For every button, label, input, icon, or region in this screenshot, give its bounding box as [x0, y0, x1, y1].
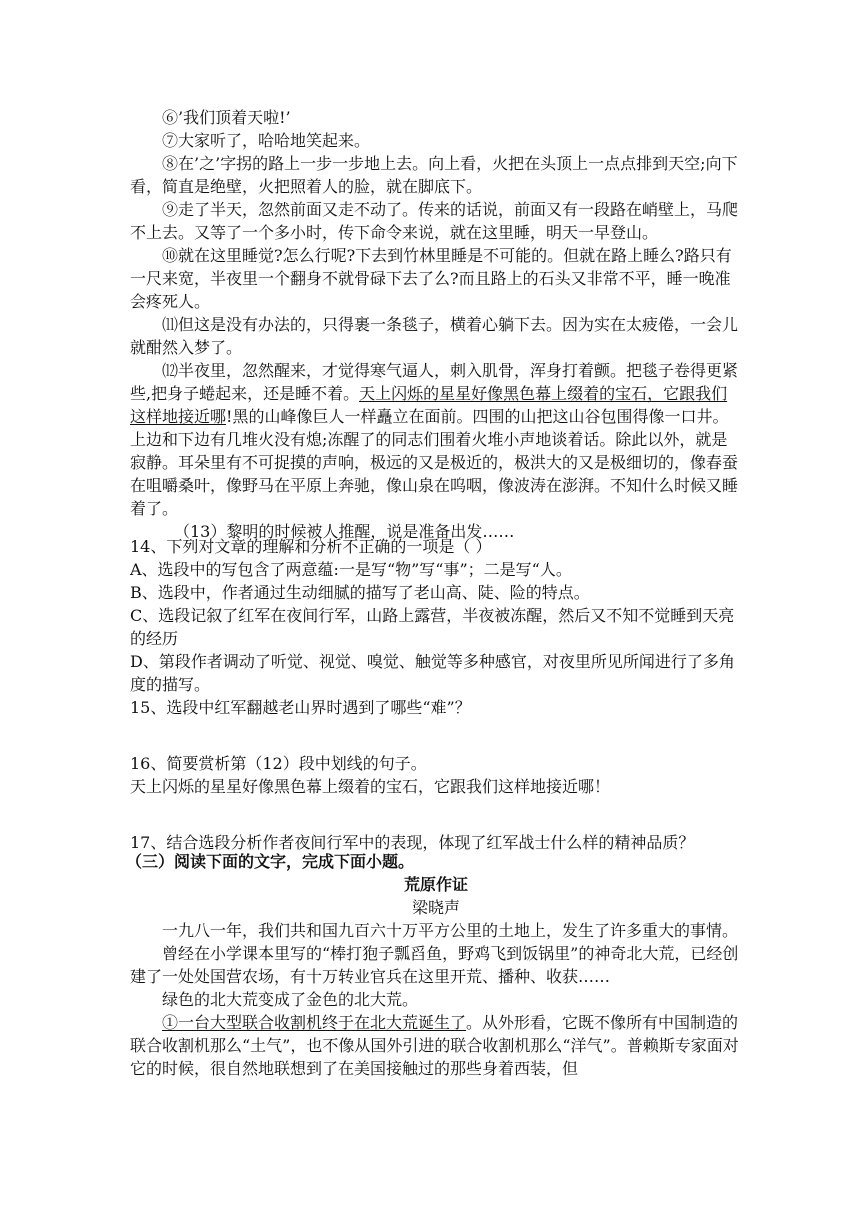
passage-1	[130, 106, 742, 543]
question-14-option-d: D、第段作者调动了听觉、视觉、嗅觉、触觉等多种感官，对夜里所见所闻进行了多角度的描写。	[130, 652, 735, 694]
questions	[130, 535, 742, 854]
underlined-sentence: ①一台大型联合收割机终于在北大荒诞生了	[162, 1013, 467, 1032]
paragraph-7: ⑦大家听了，哈哈地笑起来。	[162, 131, 371, 150]
question-14-option-a: A、选段中的写包含了两意蕴:一是写“物”写“事”；二是写“人。	[130, 560, 572, 579]
article-paragraph-3: 绿色的北大荒变成了金色的北大荒。	[162, 990, 419, 1009]
paragraph-9: ⑨走了半天，忽然前面又走不动了。传来的话说，前面又有一段路在峭壁上，马爬不上去。又等了一个多小时，传下命令来说，就在这里睡，明天一早登山。	[130, 200, 739, 242]
article-paragraph-1: 一九八一年，我们共和国九百六十万平方公里的土地上，发生了许多重大的事情。	[162, 921, 739, 940]
article-paragraph-4	[130, 1011, 742, 1080]
section-3	[126, 850, 742, 1080]
paragraph-13: （13）黎明的时候被人推醒，说是准备出发……	[174, 522, 515, 541]
paragraph-12	[130, 359, 742, 520]
paragraph-6: ⑥’我们顶着天啦!’	[162, 108, 291, 127]
question-15: 15、选段中红军翻越老山界时遇到了哪些“难”？	[130, 698, 471, 717]
section-heading: （三）阅读下面的文字，完成下面小题。	[126, 852, 415, 871]
question-17: 17、结合选段分析作者夜间行军中的表现，体现了红军战士什么样的精神品质？	[130, 833, 695, 852]
paragraph-10: ⑩就在这里睡觉?怎么行呢?下去到竹林里睡是不可能的。但就在路上睡么?路只有一尺来宽，半夜里一个翻身不就骨碌下去了么?而且路上的石头又非常不平，睡一晚准会疼死人。	[130, 246, 732, 311]
question-14-option-b: B、选段中，作者通过生动细腻的描写了老山高、陡、险的特点。	[130, 583, 590, 602]
answer-space	[130, 798, 742, 821]
article-author: 梁晓声	[411, 898, 460, 917]
answer-space	[130, 719, 742, 742]
paragraph-11: ⑾但这是没有办法的，只得裹一条毯子，横着心躺下去。因为实在太疲倦，一会儿就酣然入梦了。	[130, 315, 739, 357]
article-paragraph-4-text: 。从外形看，它既不像所有中国制造的联合收割机那么“土气”，也不像从国外引进的联合收割机那么“洋气”。普赖斯专家面对它的时候，很自然地联想到了在美国接触过的那些身着西装，但	[130, 1013, 739, 1078]
underlined-sentence: 天上闪烁的星星好像黑色幕上缀着的宝石，它跟我们这样地接近哪	[130, 384, 728, 426]
article-paragraph-2: 曾经在小学课本里写的“棒打狍子瓢舀鱼，野鸡飞到饭锅里”的神奇北大荒，已经创建了一处处国营农场，有十万转业官兵在这里开荒、播种、收获……	[130, 944, 739, 986]
paragraph-12-text-after: !黑的山峰像巨人一样矗立在面前。四围的山把这山谷包围得像一口井。上边和下边有几堆火没有熄;冻醒了的同志们围着火堆小声地谈着话。除此以外，就是寂静。耳朵里有不可捉摸的声响，极远的又是极近的，极洪大的又是极细切的，像春蚕在咀嚼桑叶，像野马在平原上奔驰，像山泉在呜咽，像波涛在澎湃。不知什么时候又睡着了。	[130, 407, 739, 518]
question-14: 14、下列对文章的理解和分析不正确的一项是（ ）	[130, 537, 492, 556]
question-16-sentence: 天上闪烁的星星好像黑色幕上缀着的宝石，它跟我们这样地接近哪！	[130, 777, 611, 796]
paragraph-8: ⑧在’之’字拐的路上一步一步地上去。向上看，火把在头顶上一点点排到天空;向下看，简直是绝壁，火把照着人的脸，就在脚底下。	[130, 154, 738, 196]
paragraph-12-text-before: ⑿半夜里，忽然醒来，才觉得寒气逼人，刺入肌骨，浑身打着颤。把毯子卷得更紧些,把身子蜷起来，还是睡不着。	[130, 361, 739, 403]
question-14-option-c: C、选段记叙了红军在夜间行军，山路上露营，半夜被冻醒，然后又不知不觉睡到天亮的经历	[130, 606, 735, 648]
question-16: 16、简要赏析第（12）段中划线的句子。	[130, 754, 427, 773]
article-title: 荒原作证	[403, 875, 468, 894]
